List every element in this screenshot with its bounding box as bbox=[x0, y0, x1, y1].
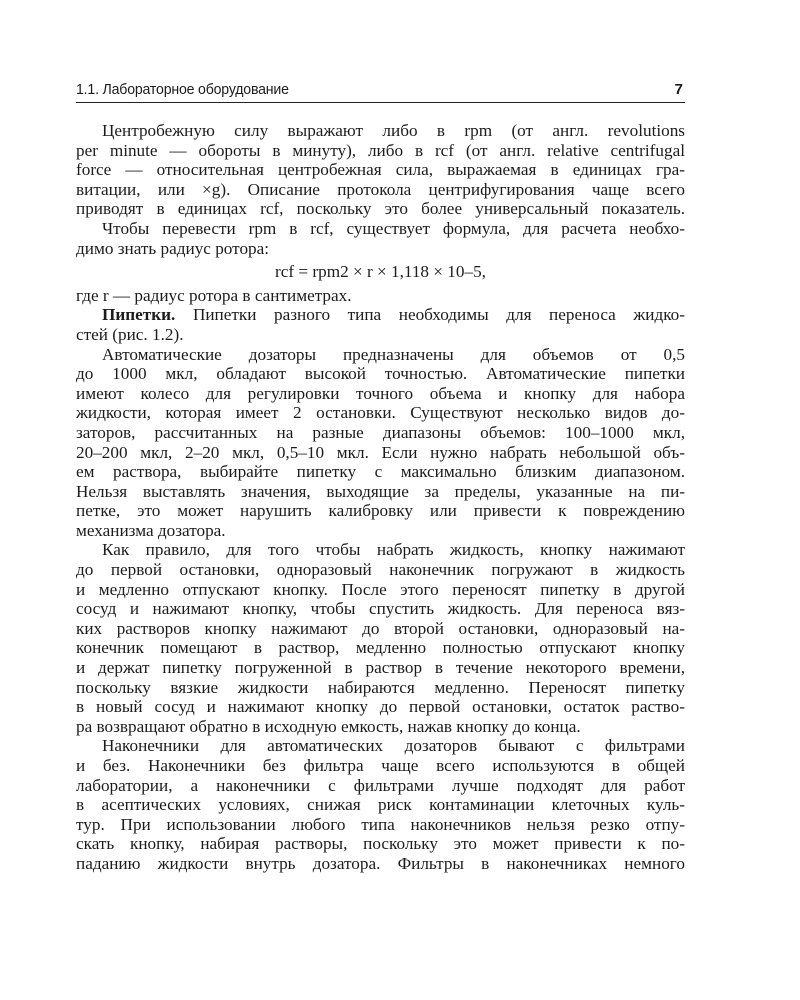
body-text bbox=[76, 121, 685, 874]
text-line: приводят в единицах rcf, поскольку это более универсальный показатель. bbox=[76, 199, 685, 219]
text-line: Чтобы перевести rpm в rcf, существует формула, для расчета необхо- bbox=[102, 218, 685, 238]
text-line: до первой остановки, одноразовый наконечник погружают в жидкость bbox=[76, 560, 685, 580]
running-head bbox=[76, 80, 685, 103]
text-line: до 1000 мкл, обладают высокой точностью. Автоматические пипетки bbox=[76, 364, 685, 384]
text-line: где r — радиус ротора в сантиметрах. bbox=[76, 285, 352, 305]
text-line-rest: Пипетки разного типа необходимы для переноса жидко- bbox=[175, 305, 685, 325]
section-title: 1.1. Лабораторное оборудование bbox=[76, 81, 289, 98]
text-line: Центробежную силу выражают либо в rpm (от англ. revolutions bbox=[102, 121, 685, 140]
text-line: заторов, рассчитанных на разные диапазоны объемов: 100–1000 мкл, bbox=[76, 422, 685, 442]
text-line: Как правило, для того чтобы набрать жидкость, кнопку нажимают bbox=[102, 540, 685, 560]
text-line: ра возвращают обратно в исходную емкость, нажав кнопку до конца. bbox=[76, 716, 581, 736]
text-line: димо знать радиус ротора: bbox=[76, 238, 270, 258]
run-in-heading: Пипетки. bbox=[102, 305, 176, 325]
text-line: и без. Наконечники без фильтра чаще всего используются в общей bbox=[76, 756, 685, 775]
text-line: тур. При использовании любого типа наконечников нельзя резко отпу- bbox=[76, 814, 685, 834]
text-line: сосуд и нажимают кнопку, чтобы спустить жидкость. Для переноса вяз- bbox=[76, 599, 685, 619]
paragraph-centrifugal-force bbox=[76, 121, 685, 219]
text-line: петке, это может нарушить калибровку или привести к повреждению bbox=[76, 501, 685, 521]
paragraph-pipettes bbox=[76, 305, 685, 344]
paragraph-conversion bbox=[76, 219, 685, 258]
text-line: force — относительная центробежная сила, выражаемая в единицах гра- bbox=[76, 160, 685, 180]
text-line bbox=[76, 305, 685, 325]
text-line: скать кнопку, набирая растворы, поскольку это может привести к по- bbox=[76, 834, 685, 854]
text-line: в новый сосуд и нажимают кнопку до первой остановки, остаток раство- bbox=[76, 697, 685, 717]
text-line: Нельзя выставлять значения, выходящие за пределы, указанные на пи- bbox=[76, 481, 685, 501]
formula-rcf: rcf = rpm2 × r × 1,118 × 10–5, bbox=[275, 262, 486, 282]
text-line: конечник помещают в раствор, медленно полностью отпускают кнопку bbox=[76, 638, 685, 658]
text-line: паданию жидкости внутрь дозатора. Фильтры в наконечниках немного bbox=[76, 853, 685, 873]
text-line: per minute — обороты в минуту), либо в rcf (от англ. relative centrifugal bbox=[76, 140, 685, 160]
text-line: поскольку вязкие жидкости набираются медленно. Переносят пипетку bbox=[76, 677, 685, 697]
text-line: механизма дозатора. bbox=[76, 520, 226, 540]
text-line: витации, или ×g). Описание протокола центрифугирования чаще всего bbox=[76, 179, 685, 199]
text-line: 20–200 мкл, 2–20 мкл, 0,5–10 мкл. Если нужно набрать небольшой объ- bbox=[76, 442, 685, 462]
text-line: имеют колесо для регулировки точного объема и кнопку для набора bbox=[76, 383, 685, 403]
paragraph-automatic-dispensers bbox=[76, 345, 685, 541]
text-line: и медленно отпускают кнопку. После этого переносят пипетку в другой bbox=[76, 579, 685, 599]
text-line: лаборатории, а наконечники с фильтрами лучше подходят для работ bbox=[76, 775, 685, 795]
text-line: ких растворов кнопку нажимают до второй остановки, одноразовый на- bbox=[76, 618, 685, 638]
text-line: и держат пипетку погруженной в раствор в течение некоторого времени, bbox=[76, 658, 685, 678]
text-line: Наконечники для автоматических дозаторов бывают с фильтрами bbox=[102, 736, 685, 756]
paragraph-radius-note bbox=[76, 286, 685, 306]
text-line: жидкости, которая имеет 2 остановки. Существуют несколько видов до- bbox=[76, 403, 685, 423]
text-line: ем раствора, выбирайте пипетку с максимально близким диапазоном. bbox=[76, 462, 685, 482]
text-line: в асептических условиях, снижая риск контаминации клеточных куль- bbox=[76, 795, 685, 815]
text-line: Автоматические дозаторы предназначены для объемов от 0,5 bbox=[102, 344, 685, 364]
paragraph-pipetting-technique bbox=[76, 540, 685, 736]
paragraph-tips bbox=[76, 736, 685, 873]
text-line: стей (рис. 1.2). bbox=[76, 324, 184, 344]
page-number: 7 bbox=[674, 81, 683, 98]
